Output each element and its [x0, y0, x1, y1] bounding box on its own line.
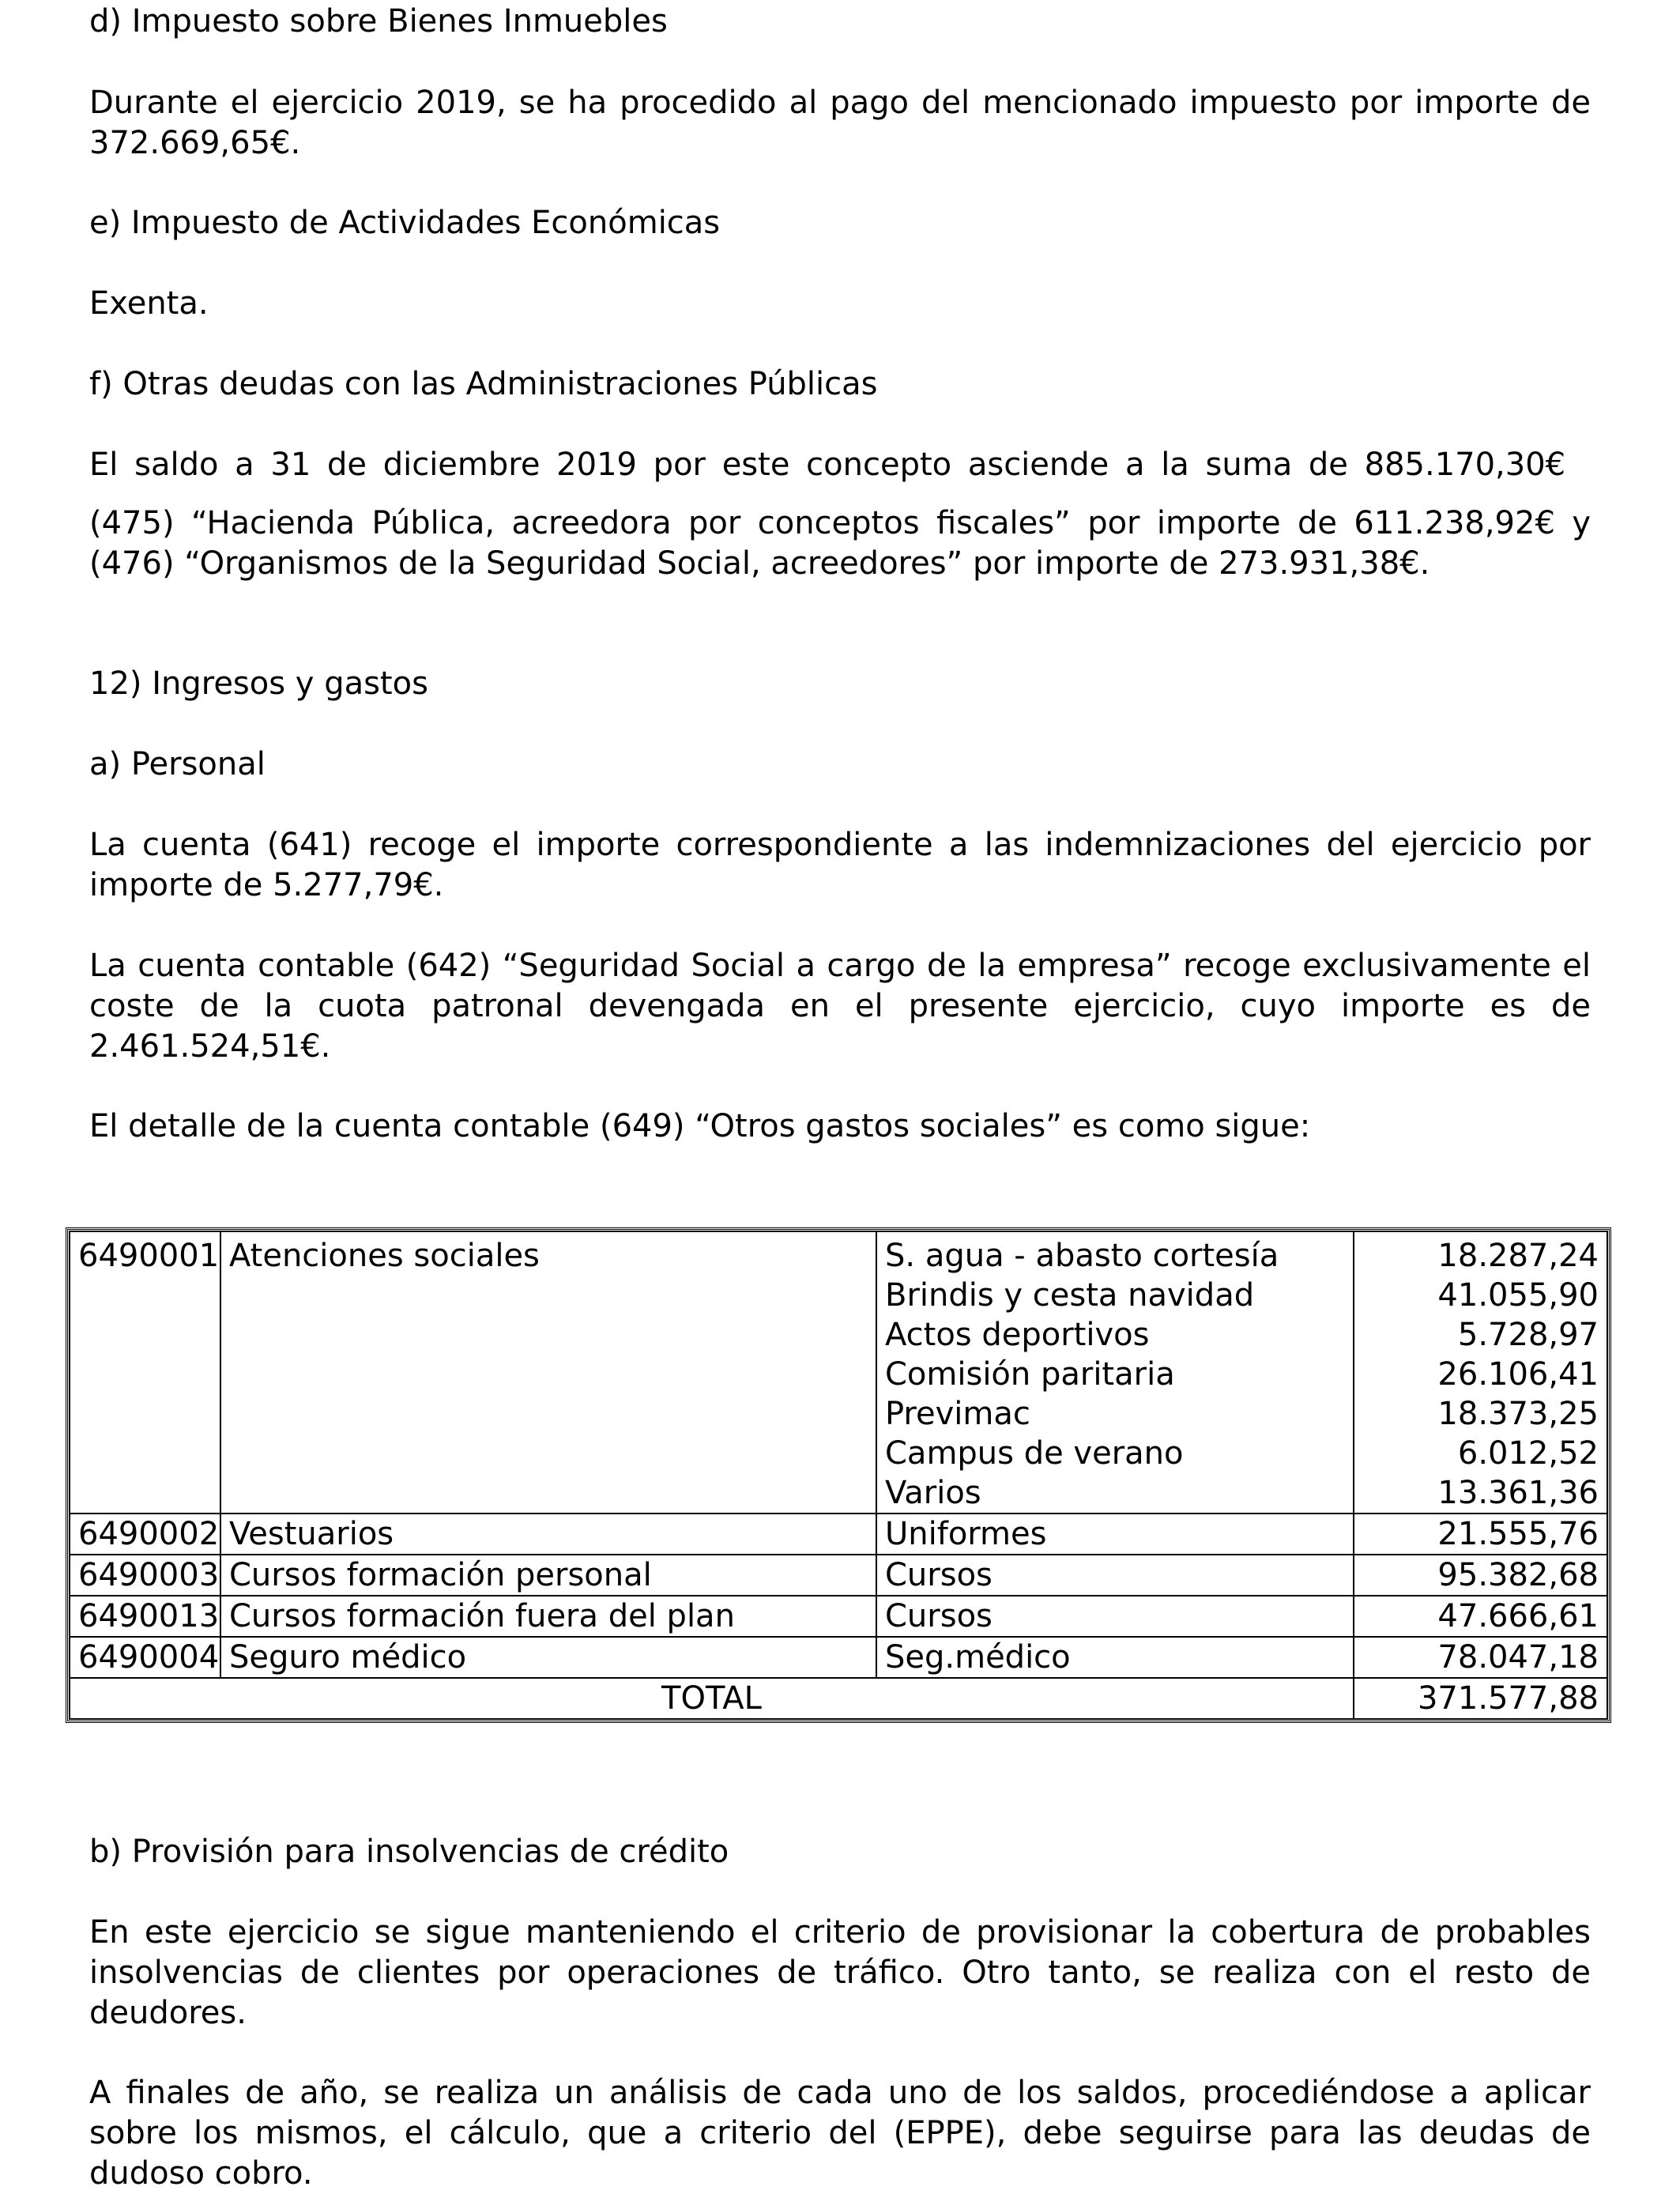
amount-value: 95.382,68 [1354, 1555, 1607, 1596]
amount-value: 18.287,24 [1437, 1238, 1599, 1274]
table-row [70, 1555, 1607, 1596]
otras-heading: f) Otras deudas con las Administraciones Públicas [89, 366, 878, 402]
amount-value: 26.106,41 [1437, 1356, 1599, 1393]
subconcept-label: Brindis y cesta navidad [885, 1277, 1255, 1314]
otras-text-1: El saldo a 31 de diciembre 2019 por este concepto asciende a la suma de 885.170,30€ [89, 447, 1566, 483]
subconcept-label: Actos deportivos [885, 1317, 1150, 1353]
personal-heading: a) Personal [89, 746, 266, 782]
amount-value: 6.012,52 [1457, 1435, 1599, 1472]
account-concept: Seguro médico [220, 1637, 876, 1678]
iae-text: Exenta. [89, 285, 209, 322]
subconcept-label: Uniformes [876, 1514, 1354, 1555]
table-row [70, 1231, 1607, 1514]
subconcept-label: Campus de verano [885, 1435, 1184, 1472]
amount-value: 13.361,36 [1437, 1475, 1599, 1511]
total-label: TOTAL [70, 1678, 1354, 1719]
gastos-sociales-table [66, 1227, 1611, 1723]
amount-value: 78.047,18 [1354, 1637, 1607, 1678]
account-code: 6490003 [70, 1555, 220, 1596]
amount-value: 5.728,97 [1457, 1317, 1599, 1353]
account-concept: Cursos formación personal [220, 1555, 876, 1596]
otras-text-2: (475) “Hacienda Pública, acreedora por conceptos fiscales” por importe de 611.238,92€ y (476) “Organismos de la Seguridad Social, acreedores” por importe de 273.931,38€. [89, 505, 1591, 582]
provision-text-2: A finales de año, se realiza un análisis de cada uno de los saldos, procediéndose a aplicar sobre los mismos, el cálculo, que a criterio del (EPPE), debe seguirse para las deudas de dudoso cobro. [89, 2075, 1591, 2192]
ibi-text: Durante el ejercicio 2019, se ha procedido al pago del mencionado impuesto por importe de 372.669,65€. [89, 85, 1591, 161]
account-code: 6490002 [70, 1514, 220, 1555]
account-code: 6490001 [70, 1231, 220, 1514]
amount-value: 41.055,90 [1437, 1277, 1599, 1314]
ibi-heading: d) Impuesto sobre Bienes Inmuebles [89, 3, 668, 40]
amount-value: 47.666,61 [1354, 1596, 1607, 1637]
personal-text-2: La cuenta contable (642) “Seguridad Social a cargo de la empresa” recoge exclusivamente el coste de la cuota patronal devengada en el presente ejercicio, cuyo importe es de 2.461.524,51€. [89, 948, 1591, 1065]
subconcept-label: Comisión paritaria [885, 1356, 1175, 1393]
provision-heading: b) Provisión para insolvencias de crédito [89, 1834, 729, 1870]
total-amount: 371.577,88 [1354, 1678, 1607, 1719]
personal-text-3: El detalle de la cuenta contable (649) “Otros gastos sociales” es como sigue: [89, 1108, 1311, 1144]
table-row [70, 1514, 1607, 1555]
account-concept: Atenciones sociales [220, 1231, 876, 1514]
subconcept-list [876, 1231, 1354, 1514]
account-code: 6490004 [70, 1637, 220, 1678]
account-concept: Vestuarios [220, 1514, 876, 1555]
provision-text-1: En este ejercicio se sigue manteniendo el criterio de provisionar la cobertura de probables insolvencias de clientes por operaciones de tráfico. Otro tanto, se realiza con el resto de deudores. [89, 1914, 1591, 2031]
account-concept: Cursos formación fuera del plan [220, 1596, 876, 1637]
amount-value: 21.555,76 [1354, 1514, 1607, 1555]
amount-list [1354, 1231, 1607, 1514]
table-row [70, 1596, 1607, 1637]
total-row [70, 1678, 1607, 1719]
amount-value: 18.373,25 [1437, 1396, 1599, 1432]
account-code: 6490013 [70, 1596, 220, 1637]
iae-heading: e) Impuesto de Actividades Económicas [89, 205, 721, 241]
subconcept-label: Cursos [876, 1555, 1354, 1596]
ingresos-heading: 12) Ingresos y gastos [89, 665, 428, 702]
table-row [70, 1637, 1607, 1678]
subconcept-label: Seg.médico [876, 1637, 1354, 1678]
subconcept-label: Previmac [885, 1396, 1030, 1432]
personal-text-1: La cuenta (641) recoge el importe correspondiente a las indemnizaciones del ejercicio por importe de 5.277,79€. [89, 827, 1591, 903]
subconcept-label: S. agua - abasto cortesía [885, 1238, 1279, 1274]
subconcept-label: Cursos [876, 1596, 1354, 1637]
subconcept-label: Varios [885, 1475, 981, 1511]
